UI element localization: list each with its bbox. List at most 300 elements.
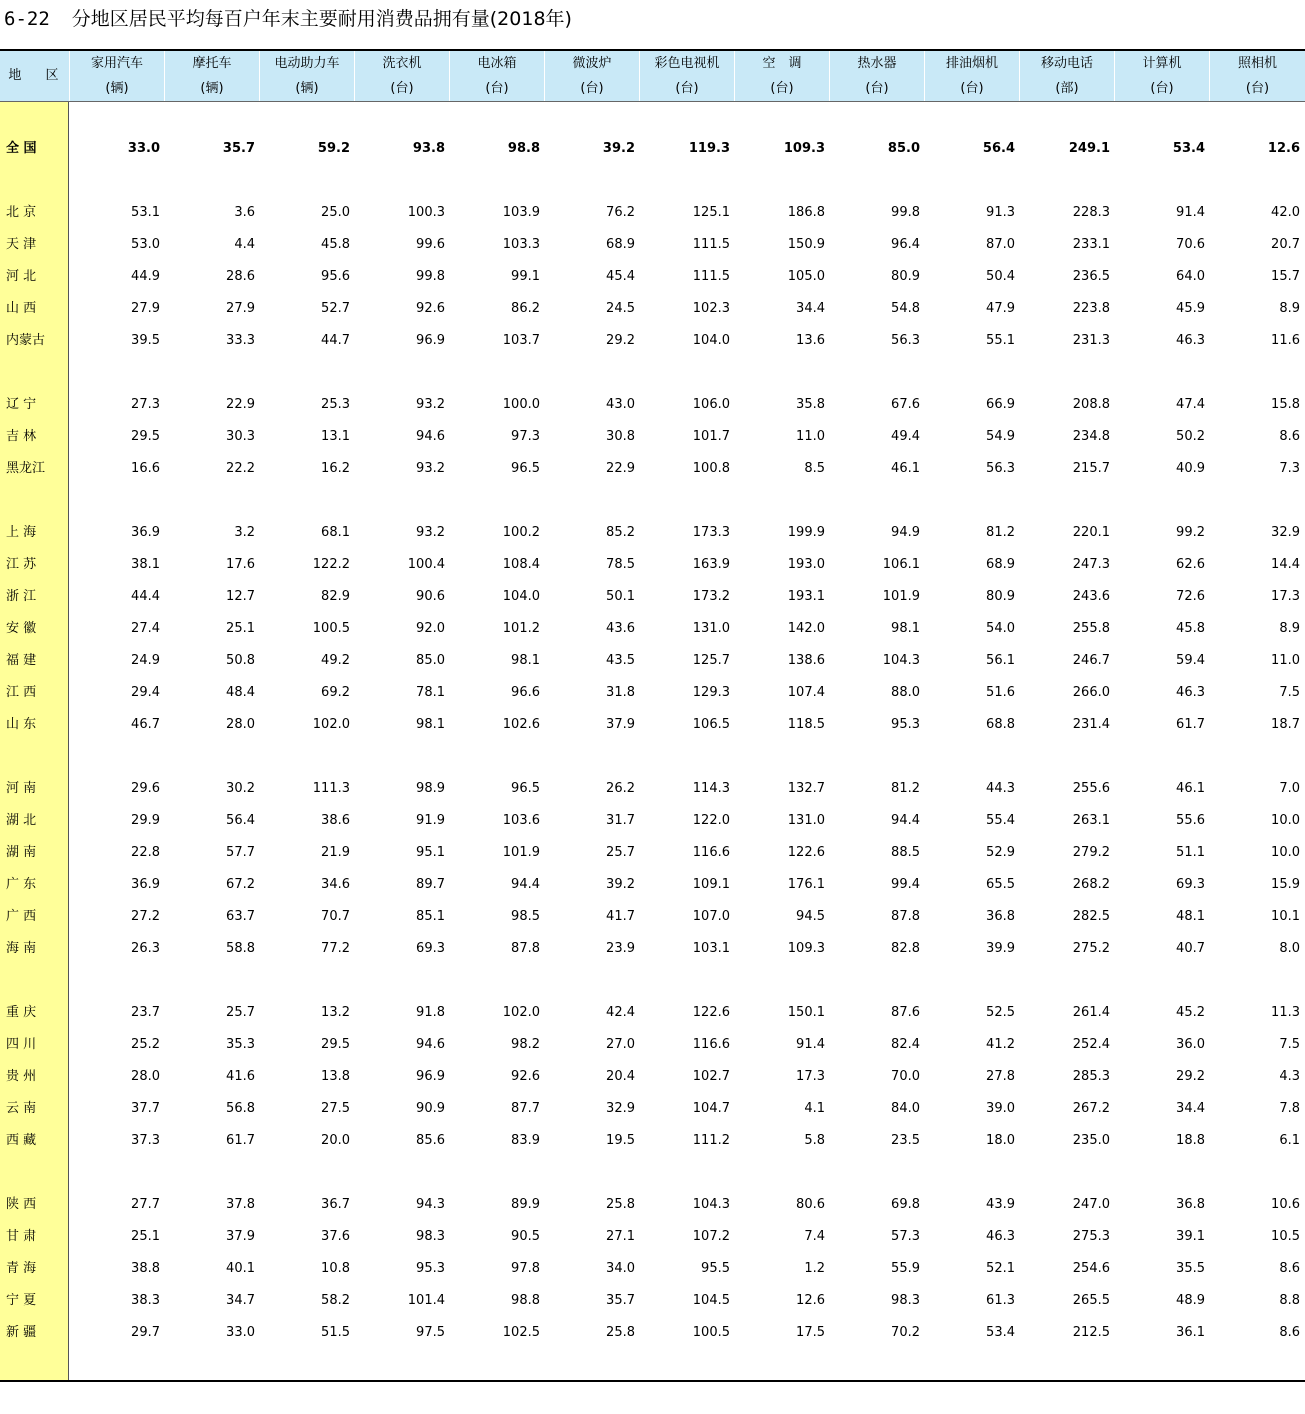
table-cell: 96.4: [891, 237, 920, 252]
column-header: [639, 51, 734, 101]
table-cell: 236.5: [1072, 269, 1110, 284]
region-column-background: [0, 102, 69, 1380]
table-cell: 30.8: [606, 429, 635, 444]
table-cell: 70.0: [891, 1069, 920, 1084]
table-cell: 36.8: [1176, 1197, 1205, 1212]
table-cell: 8.9: [1279, 621, 1300, 636]
table-cell: 107.2: [692, 1229, 730, 1244]
table-cell: 99.8: [891, 205, 920, 220]
table-cell: 108.4: [502, 557, 540, 572]
table-cell: 58.2: [321, 1293, 350, 1308]
table-cell: 119.3: [688, 141, 730, 156]
table-cell: 56.4: [982, 141, 1015, 156]
table-cell: 36.8: [986, 909, 1015, 924]
table-cell: 285.3: [1072, 1069, 1110, 1084]
table-row: [0, 811, 1305, 831]
table-cell: 98.1: [511, 653, 540, 668]
table-cell: 193.1: [787, 589, 825, 604]
table-cell: 25.2: [131, 1037, 160, 1052]
table-cell: 23.7: [131, 1005, 160, 1020]
table-cell: 266.0: [1072, 685, 1110, 700]
column-header: [1114, 51, 1209, 101]
table-cell: 22.2: [226, 461, 255, 476]
table-cell: 85.0: [887, 141, 920, 156]
table-cell: 122.2: [312, 557, 350, 572]
table-row: [0, 1323, 1305, 1343]
table-cell: 1.2: [804, 1261, 825, 1276]
table-header: [0, 51, 1305, 102]
table-cell: 39.5: [131, 333, 160, 348]
table-cell: 247.3: [1072, 557, 1110, 572]
table-cell: 85.6: [416, 1133, 445, 1148]
region-name: 湖 北: [6, 813, 37, 828]
region-name: 湖 南: [6, 845, 37, 860]
table-cell: 109.3: [783, 141, 825, 156]
table-cell: 93.2: [416, 397, 445, 412]
table-cell: 193.0: [787, 557, 825, 572]
table-cell: 29.2: [1176, 1069, 1205, 1084]
column-header: [259, 51, 354, 101]
table-cell: 82.8: [891, 941, 920, 956]
table-cell: 18.8: [1176, 1133, 1205, 1148]
column-header: [354, 51, 449, 101]
table-cell: 96.5: [511, 461, 540, 476]
table-cell: 40.1: [226, 1261, 255, 1276]
column-header: [1019, 51, 1114, 101]
column-header: [164, 51, 259, 101]
table-cell: 69.2: [321, 685, 350, 700]
table-cell: 208.8: [1072, 397, 1110, 412]
table-cell: 88.0: [891, 685, 920, 700]
table-cell: 25.1: [131, 1229, 160, 1244]
table-cell: 49.2: [321, 653, 350, 668]
table-cell: 102.3: [692, 301, 730, 316]
table-cell: 43.0: [606, 397, 635, 412]
table-cell: 103.1: [692, 941, 730, 956]
table-cell: 61.3: [986, 1293, 1015, 1308]
table-cell: 101.2: [502, 621, 540, 636]
column-name: 热水器: [857, 56, 897, 71]
table-cell: 52.9: [986, 845, 1015, 860]
table-cell: 76.2: [606, 205, 635, 220]
table-cell: 29.5: [131, 429, 160, 444]
column-name: 彩色电视机: [654, 56, 720, 71]
table-row: [0, 1291, 1305, 1311]
table-cell: 94.4: [891, 813, 920, 828]
table-cell: 246.7: [1072, 653, 1110, 668]
table-cell: 98.1: [416, 717, 445, 732]
region-column-header: 地 区: [8, 68, 69, 83]
table-cell: 17.3: [1271, 589, 1300, 604]
table-cell: 22.9: [606, 461, 635, 476]
table-cell: 93.2: [416, 461, 445, 476]
column-name: 微波炉: [572, 56, 612, 71]
table-cell: 103.6: [502, 813, 540, 828]
table-row: [0, 907, 1305, 927]
table-cell: 68.8: [986, 717, 1015, 732]
bottom-rule: [0, 1380, 1305, 1382]
table-cell: 59.2: [317, 141, 350, 156]
table-cell: 38.6: [321, 813, 350, 828]
table-cell: 106.1: [882, 557, 920, 572]
table-cell: 125.1: [692, 205, 730, 220]
table-cell: 254.6: [1072, 1261, 1110, 1276]
region-name: 江 苏: [6, 557, 37, 572]
table-title: 分地区居民平均每百户年末主要耐用消费品拥有量(2018年): [71, 8, 572, 30]
table-cell: 35.8: [796, 397, 825, 412]
table-row: [0, 555, 1305, 575]
table-cell: 7.5: [1279, 685, 1300, 700]
table-cell: 38.8: [131, 1261, 160, 1276]
table-cell: 7.5: [1279, 1037, 1300, 1052]
column-name: 计算机: [1142, 56, 1182, 71]
table-cell: 56.3: [891, 333, 920, 348]
table-cell: 104.3: [692, 1197, 730, 1212]
table-cell: 48.9: [1176, 1293, 1205, 1308]
column-unit: (台): [865, 81, 889, 96]
table-cell: 91.8: [416, 1005, 445, 1020]
table-row: [0, 299, 1305, 319]
table-cell: 102.0: [502, 1005, 540, 1020]
table-cell: 96.9: [416, 333, 445, 348]
table-cell: 93.8: [412, 141, 445, 156]
table-cell: 212.5: [1072, 1325, 1110, 1340]
region-name: 宁 夏: [6, 1293, 37, 1308]
table-cell: 4.4: [234, 237, 255, 252]
table-cell: 39.2: [606, 877, 635, 892]
region-name: 四 川: [6, 1037, 37, 1052]
table-cell: 33.0: [226, 1325, 255, 1340]
region-name: 贵 州: [6, 1069, 37, 1084]
table-cell: 98.8: [507, 141, 540, 156]
table-cell: 34.4: [1176, 1101, 1205, 1116]
table-cell: 84.0: [891, 1101, 920, 1116]
table-cell: 45.4: [606, 269, 635, 284]
table-cell: 275.3: [1072, 1229, 1110, 1244]
table-cell: 50.2: [1176, 429, 1205, 444]
table-cell: 25.1: [226, 621, 255, 636]
table-cell: 56.3: [986, 461, 1015, 476]
table-cell: 100.5: [692, 1325, 730, 1340]
table-cell: 100.3: [407, 205, 445, 220]
column-unit: (台): [770, 81, 794, 96]
table-cell: 26.2: [606, 781, 635, 796]
table-cell: 96.9: [416, 1069, 445, 1084]
table-cell: 70.6: [1176, 237, 1205, 252]
national-total-row: [0, 139, 1305, 159]
table-cell: 44.3: [986, 781, 1015, 796]
table-cell: 122.0: [692, 813, 730, 828]
table-row: [0, 715, 1305, 735]
table-cell: 107.4: [787, 685, 825, 700]
table-cell: 12.6: [796, 1293, 825, 1308]
table-cell: 13.1: [321, 429, 350, 444]
column-unit: (辆): [295, 81, 319, 96]
table-cell: 23.9: [606, 941, 635, 956]
table-cell: 54.0: [986, 621, 1015, 636]
table-cell: 23.5: [891, 1133, 920, 1148]
region-name: 浙 江: [6, 589, 37, 604]
table-cell: 36.9: [131, 525, 160, 540]
table-row: [0, 1227, 1305, 1247]
table-cell: 8.6: [1279, 1261, 1300, 1276]
column-header: [544, 51, 639, 101]
table-cell: 92.0: [416, 621, 445, 636]
table-cell: 10.5: [1271, 1229, 1300, 1244]
table-cell: 87.0: [986, 237, 1015, 252]
region-name: 海 南: [6, 941, 37, 956]
table-cell: 107.0: [692, 909, 730, 924]
table-cell: 62.6: [1176, 557, 1205, 572]
table-cell: 25.7: [226, 1005, 255, 1020]
table-cell: 101.9: [882, 589, 920, 604]
table-cell: 37.7: [131, 1101, 160, 1116]
table-cell: 103.7: [502, 333, 540, 348]
table-cell: 99.2: [1176, 525, 1205, 540]
table-cell: 255.8: [1072, 621, 1110, 636]
column-name: 摩托车: [192, 56, 232, 71]
table-row: [0, 619, 1305, 639]
table-cell: 131.0: [787, 813, 825, 828]
table-cell: 122.6: [692, 1005, 730, 1020]
table-cell: 10.6: [1271, 1197, 1300, 1212]
table-cell: 92.6: [511, 1069, 540, 1084]
region-name: 甘 肃: [6, 1229, 37, 1244]
table-cell: 104.0: [502, 589, 540, 604]
table-cell: 111.2: [692, 1133, 730, 1148]
table-cell: 72.6: [1176, 589, 1205, 604]
table-cell: 94.5: [796, 909, 825, 924]
table-cell: 101.9: [502, 845, 540, 860]
table-cell: 98.8: [511, 1293, 540, 1308]
table-cell: 31.8: [606, 685, 635, 700]
region-name: 广 西: [6, 909, 37, 924]
table-cell: 104.7: [692, 1101, 730, 1116]
table-cell: 22.8: [131, 845, 160, 860]
table-cell: 105.0: [787, 269, 825, 284]
table-cell: 186.8: [787, 205, 825, 220]
table-cell: 95.3: [891, 717, 920, 732]
table-cell: 81.2: [986, 525, 1015, 540]
table-cell: 29.6: [131, 781, 160, 796]
table-cell: 45.2: [1176, 1005, 1205, 1020]
table-cell: 43.9: [986, 1197, 1015, 1212]
table-cell: 109.1: [692, 877, 730, 892]
table-cell: 39.1: [1176, 1229, 1205, 1244]
table-cell: 32.9: [606, 1101, 635, 1116]
table-cell: 111.5: [692, 237, 730, 252]
table-row: [0, 1195, 1305, 1215]
table-cell: 44.7: [321, 333, 350, 348]
table-cell: 20.0: [321, 1133, 350, 1148]
table-cell: 52.5: [986, 1005, 1015, 1020]
table-cell: 7.8: [1279, 1101, 1300, 1116]
table-cell: 12.6: [1267, 141, 1300, 156]
table-cell: 28.6: [226, 269, 255, 284]
table-cell: 45.9: [1176, 301, 1205, 316]
column-name: 排油烟机: [945, 56, 998, 71]
table-row: [0, 779, 1305, 799]
table-cell: 8.6: [1279, 1325, 1300, 1340]
table-cell: 61.7: [1176, 717, 1205, 732]
table-cell: 52.1: [986, 1261, 1015, 1276]
table-cell: 6.1: [1279, 1133, 1300, 1148]
table-cell: 12.7: [226, 589, 255, 604]
table-cell: 109.3: [787, 941, 825, 956]
table-cell: 101.4: [407, 1293, 445, 1308]
table-cell: 8.5: [804, 461, 825, 476]
table-cell: 66.9: [986, 397, 1015, 412]
table-cell: 39.9: [986, 941, 1015, 956]
table-cell: 10.1: [1271, 909, 1300, 924]
table-cell: 37.8: [226, 1197, 255, 1212]
table-cell: 35.7: [606, 1293, 635, 1308]
table-cell: 95.3: [416, 1261, 445, 1276]
table-cell: 90.5: [511, 1229, 540, 1244]
region-name: 福 建: [6, 653, 37, 668]
table-cell: 57.7: [226, 845, 255, 860]
table-cell: 96.5: [511, 781, 540, 796]
table-cell: 99.4: [891, 877, 920, 892]
table-cell: 7.0: [1279, 781, 1300, 796]
table-cell: 27.1: [606, 1229, 635, 1244]
table-cell: 46.3: [1176, 685, 1205, 700]
table-cell: 55.6: [1176, 813, 1205, 828]
table-row: [0, 395, 1305, 415]
table-row: [0, 1035, 1305, 1055]
region-name: 全 国: [6, 141, 37, 156]
table-cell: 17.5: [796, 1325, 825, 1340]
table-cell: 34.6: [321, 877, 350, 892]
table-cell: 64.0: [1176, 269, 1205, 284]
table-cell: 41.2: [986, 1037, 1015, 1052]
table-cell: 7.3: [1279, 461, 1300, 476]
table-cell: 8.0: [1279, 941, 1300, 956]
table-cell: 91.4: [1176, 205, 1205, 220]
table-cell: 10.0: [1271, 845, 1300, 860]
region-name: 云 南: [6, 1101, 37, 1116]
table-cell: 103.3: [502, 237, 540, 252]
table-cell: 116.6: [692, 845, 730, 860]
table-cell: 98.3: [416, 1229, 445, 1244]
table-row: [0, 1099, 1305, 1119]
table-cell: 80.9: [986, 589, 1015, 604]
region-name: 重 庆: [6, 1005, 37, 1020]
table-cell: 96.6: [511, 685, 540, 700]
table-cell: 98.5: [511, 909, 540, 924]
table-cell: 25.8: [606, 1197, 635, 1212]
region-name: 北 京: [6, 205, 37, 220]
table-cell: 104.3: [882, 653, 920, 668]
table-cell: 100.4: [407, 557, 445, 572]
table-cell: 94.6: [416, 429, 445, 444]
region-name: 黑龙江: [6, 461, 46, 476]
table-cell: 45.8: [321, 237, 350, 252]
region-name: 河 南: [6, 781, 37, 796]
table-cell: 50.8: [226, 653, 255, 668]
table-cell: 95.6: [321, 269, 350, 284]
table-cell: 103.9: [502, 205, 540, 220]
table-cell: 87.8: [891, 909, 920, 924]
table-cell: 37.3: [131, 1133, 160, 1148]
table-cell: 4.1: [804, 1101, 825, 1116]
column-header: [1209, 51, 1305, 101]
table-cell: 78.1: [416, 685, 445, 700]
table-cell: 118.5: [787, 717, 825, 732]
table-cell: 54.9: [986, 429, 1015, 444]
table-cell: 36.9: [131, 877, 160, 892]
table-cell: 53.4: [1172, 141, 1205, 156]
table-cell: 243.6: [1072, 589, 1110, 604]
table-cell: 44.9: [131, 269, 160, 284]
table-cell: 85.1: [416, 909, 445, 924]
table-cell: 25.0: [321, 205, 350, 220]
table-cell: 263.1: [1072, 813, 1110, 828]
table-cell: 95.1: [416, 845, 445, 860]
column-name: 空 调: [762, 56, 802, 71]
table-cell: 18.7: [1271, 717, 1300, 732]
table-row: [0, 1003, 1305, 1023]
table-cell: 85.2: [606, 525, 635, 540]
table-cell: 106.0: [692, 397, 730, 412]
table-cell: 111.3: [312, 781, 350, 796]
table-cell: 27.9: [131, 301, 160, 316]
table-row: [0, 523, 1305, 543]
table-cell: 34.7: [226, 1293, 255, 1308]
region-name: 青 海: [6, 1261, 37, 1276]
region-name: 西 藏: [6, 1133, 37, 1148]
table-cell: 87.8: [511, 941, 540, 956]
table-cell: 131.0: [692, 621, 730, 636]
table-row: [0, 1259, 1305, 1279]
table-cell: 13.8: [321, 1069, 350, 1084]
table-cell: 265.5: [1072, 1293, 1110, 1308]
table-cell: 46.3: [986, 1229, 1015, 1244]
table-cell: 24.9: [131, 653, 160, 668]
table-cell: 132.7: [787, 781, 825, 796]
table-cell: 35.7: [222, 141, 255, 156]
table-cell: 122.6: [787, 845, 825, 860]
column-name: 移动电话: [1040, 56, 1093, 71]
table-cell: 83.9: [511, 1133, 540, 1148]
table-cell: 42.0: [1271, 205, 1300, 220]
table-cell: 98.1: [891, 621, 920, 636]
table-cell: 99.6: [416, 237, 445, 252]
table-cell: 98.2: [511, 1037, 540, 1052]
table-cell: 101.7: [692, 429, 730, 444]
page-title: [4, 4, 572, 34]
table-cell: 65.5: [986, 877, 1015, 892]
region-name: 陕 西: [6, 1197, 37, 1212]
table-cell: 63.7: [226, 909, 255, 924]
table-cell: 16.2: [321, 461, 350, 476]
table-cell: 27.8: [986, 1069, 1015, 1084]
table-cell: 17.6: [226, 557, 255, 572]
table-cell: 173.2: [692, 589, 730, 604]
table-cell: 36.1: [1176, 1325, 1205, 1340]
table-cell: 95.5: [701, 1261, 730, 1276]
table-cell: 38.1: [131, 557, 160, 572]
column-header: [924, 51, 1019, 101]
table-cell: 27.9: [226, 301, 255, 316]
table-cell: 82.9: [321, 589, 350, 604]
table-cell: 19.5: [606, 1133, 635, 1148]
table-cell: 18.0: [986, 1133, 1015, 1148]
table-cell: 99.8: [416, 269, 445, 284]
table-cell: 30.3: [226, 429, 255, 444]
table-cell: 39.2: [602, 141, 635, 156]
region-name: 河 北: [6, 269, 37, 284]
